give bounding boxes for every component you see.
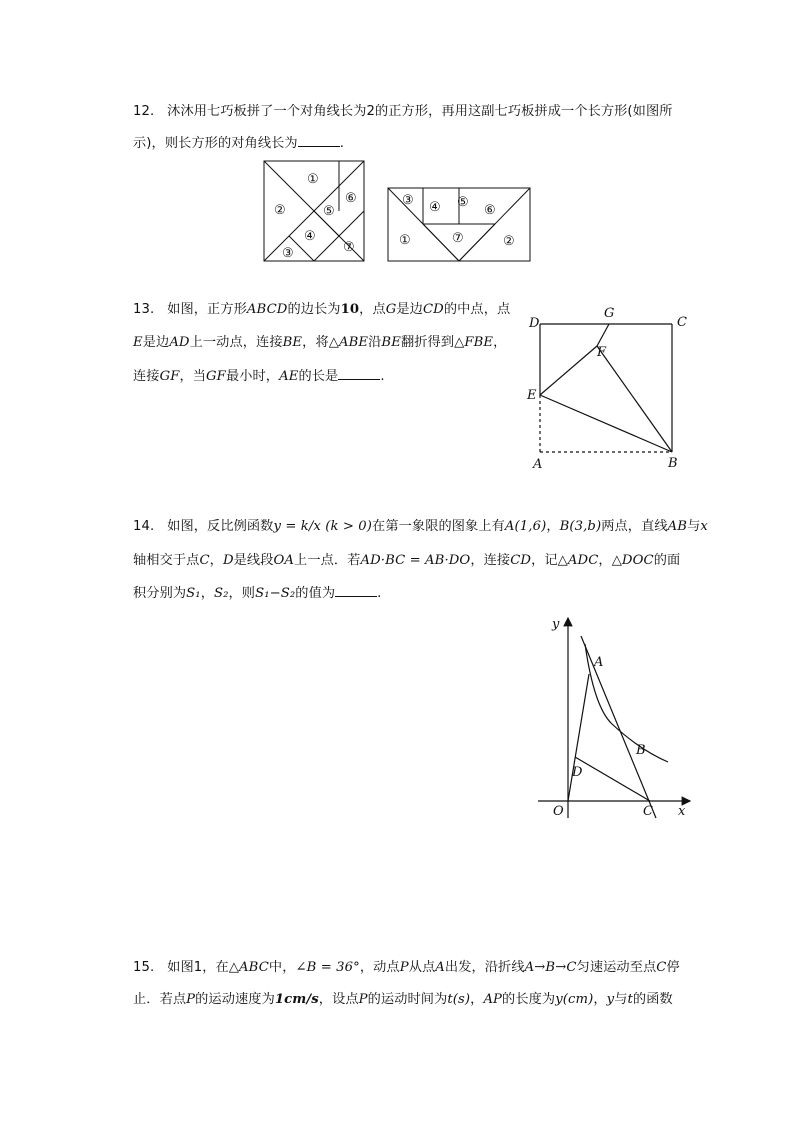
answer-blank bbox=[335, 584, 377, 597]
q14-line-1: 14. 如图，反比例函数y = k/x (k > 0)在第一象限的图象上有A(1,6)，B(3,b)两点，直线AB与x bbox=[133, 519, 708, 534]
label-D: D bbox=[529, 316, 540, 331]
piece-6-label: ⑥ bbox=[345, 191, 357, 206]
piece-1-label: ① bbox=[307, 172, 319, 187]
label-G: G bbox=[604, 306, 615, 321]
label-C: C bbox=[643, 804, 653, 819]
piece-6-label: ⑥ bbox=[484, 203, 496, 218]
function-expression: y = k/x (k > 0) bbox=[273, 519, 373, 534]
label-C: C bbox=[677, 315, 687, 330]
q13-line-3: 连接GF，当GF最小时，AE的长是 . bbox=[133, 369, 385, 384]
piece-4-label: ④ bbox=[304, 229, 316, 244]
label-x: x bbox=[678, 804, 686, 819]
q12-number: 12. bbox=[133, 104, 155, 119]
q12-line-2: 示)，则长方形的对角线长为 . bbox=[133, 136, 344, 151]
piece-4-label: ④ bbox=[429, 200, 441, 215]
label-A: A bbox=[594, 655, 604, 670]
label-O: O bbox=[553, 804, 564, 819]
label-E: E bbox=[527, 388, 537, 403]
tangram-square-figure bbox=[263, 160, 365, 262]
q15-line-1: 15. 如图1，在△ABC中，∠B = 36°，动点P从点A出发，沿折线A→B→C匀速运动至点C停 bbox=[133, 960, 680, 975]
square-fold-figure bbox=[524, 302, 694, 472]
label-A: A bbox=[533, 457, 543, 472]
line-AB bbox=[581, 636, 656, 818]
answer-blank bbox=[338, 367, 380, 380]
piece-2-label: ② bbox=[503, 234, 515, 249]
q14-line-3: 积分别为S₁，S₂，则S₁−S₂的值为 . bbox=[133, 586, 382, 601]
piece-3-label: ③ bbox=[402, 193, 414, 208]
piece-5-label: ⑤ bbox=[457, 195, 469, 210]
label-F: F bbox=[597, 345, 607, 360]
inverse-function-graph bbox=[530, 612, 700, 822]
segment-CD bbox=[575, 757, 650, 801]
piece-7-label: ⑦ bbox=[452, 231, 464, 246]
q13-line-1: 13. 如图，正方形ABCD的边长为10，点G是边CD的中点，点 bbox=[133, 302, 511, 317]
answer-blank bbox=[298, 134, 340, 147]
piece-1-label: ① bbox=[399, 233, 411, 248]
piece-5-label: ⑤ bbox=[323, 204, 335, 219]
q13-line-2: E是边AD上一动点，连接BE，将△ABE沿BE翻折得到△FBE， bbox=[133, 335, 507, 350]
segment-OA bbox=[568, 674, 589, 801]
q15-line-2: 止．若点P的运动速度为1cm/s，设点P的运动时间为t(s)，AP的长度为y(cm)，y与t的函数 bbox=[133, 992, 673, 1007]
label-y: y bbox=[552, 617, 560, 632]
label-B: B bbox=[668, 456, 678, 471]
q12-text-1: 沐沐用七巧板拼了一个对角线长为2的正方形，再用这副七巧板拼成一个长方形(如图所 bbox=[167, 104, 673, 119]
tangram-rectangle-figure bbox=[387, 187, 531, 263]
label-D: D bbox=[572, 765, 583, 780]
q12-text-2: 示)，则长方形的对角线长为 bbox=[133, 136, 298, 151]
piece-7-label: ⑦ bbox=[343, 240, 355, 255]
q14-line-2: 轴相交于点C，D是线段OA上一点．若AD·BC = AB·DO，连接CD，记△ADC，△DOC的面 bbox=[133, 553, 681, 568]
piece-3-label: ③ bbox=[282, 246, 294, 261]
q12-line-1 bbox=[133, 103, 673, 121]
piece-2-label: ② bbox=[274, 203, 286, 218]
label-B: B bbox=[636, 743, 646, 758]
